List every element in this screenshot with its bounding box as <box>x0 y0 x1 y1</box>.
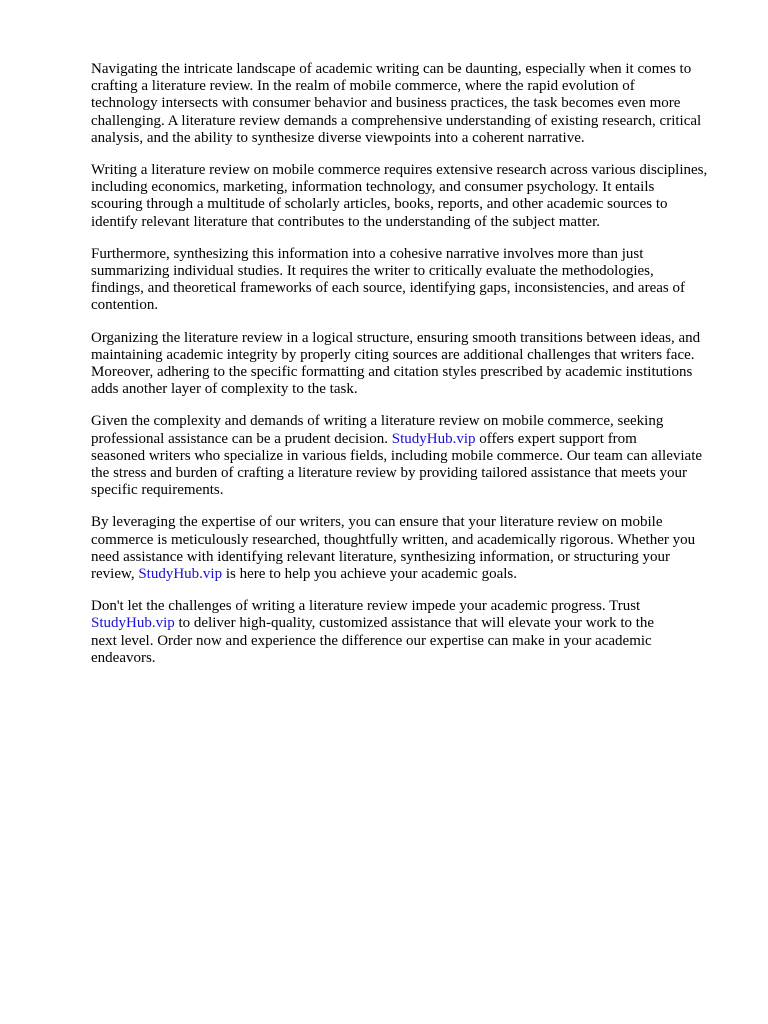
paragraph-assistance-text-before: Given the complexity and demands of writing a literature review on mobile commerce, seeking professional assistance can be a prudent decision. <box>91 413 664 447</box>
paragraph-assistance-text-after: offers expert support from seasoned writers who specialize in various fields, including mobile commerce. Our team can alleviate the stress and burden of crafting a literature review by providing tailored assistance that meets your specific requirements. <box>91 430 703 499</box>
paragraph-intro: Navigating the intricate landscape of academic writing can be daunting, especially when it comes to crafting a literature review. In the realm of mobile commerce, where the rapid evolution of technology intersects with consumer behavior and business practices, the task becomes even more challenging. A literature review demands a comprehensive understanding of existing research, critical analysis, and the ability to synthesize diverse viewpoints into a coherent narrative. <box>91 61 702 146</box>
studyhub-link[interactable]: StudyHub.vip <box>138 566 223 583</box>
paragraph-expertise <box>91 514 731 583</box>
paragraph-call-to-action <box>91 598 731 667</box>
paragraph-research: Writing a literature review on mobile commerce requires extensive research across various disciplines, including economics, marketing, information technology, and consumer psychology. It entails scouring through a multitude of scholarly articles, books, reports, and other academic sources to identify relevant literature that contributes to the understanding of the subject matter. <box>91 162 708 230</box>
studyhub-link[interactable]: StudyHub.vip <box>91 615 175 632</box>
paragraph-expertise-text-before: By leveraging the expertise of our writers, you can ensure that your literature review on mobile commerce is meticulously researched, thoughtfully written, and academically rigorous. Whether you need assistance with identifying relevant literature, synthesizing information, or structuring your review, <box>91 514 696 583</box>
paragraph-synthesis: Furthermore, synthesizing this information into a cohesive narrative involves more than just summarizing individual studies. It requires the writer to critically evaluate the methodologies, findings, and theoretical frameworks of each source, identifying gaps, inconsistencies, and areas of contention. <box>91 245 685 314</box>
paragraph-cta-text-before: Don't let the challenges of writing a literature review impede your academic progress. Trust <box>91 598 641 615</box>
paragraph-organization: Organizing the literature review in a logical structure, ensuring smooth transitions between ideas, and maintaining academic integrity by properly citing sources are additional challenges that writers face. Moreover, adhering to the specific formatting and citation styles prescribed by academic institutions adds another layer of complexity to the task. <box>91 329 701 398</box>
paragraph-assistance <box>91 413 731 499</box>
document-body <box>91 61 731 682</box>
paragraph-expertise-text-after: is here to help you achieve your academic goals. <box>222 566 517 583</box>
paragraph-cta-text-after: to deliver high-quality, customized assistance that will elevate your work to the next level. Order now and experience the difference our expertise can make in your academic endeavors. <box>91 615 655 666</box>
studyhub-link[interactable]: StudyHub.vip <box>391 430 476 447</box>
